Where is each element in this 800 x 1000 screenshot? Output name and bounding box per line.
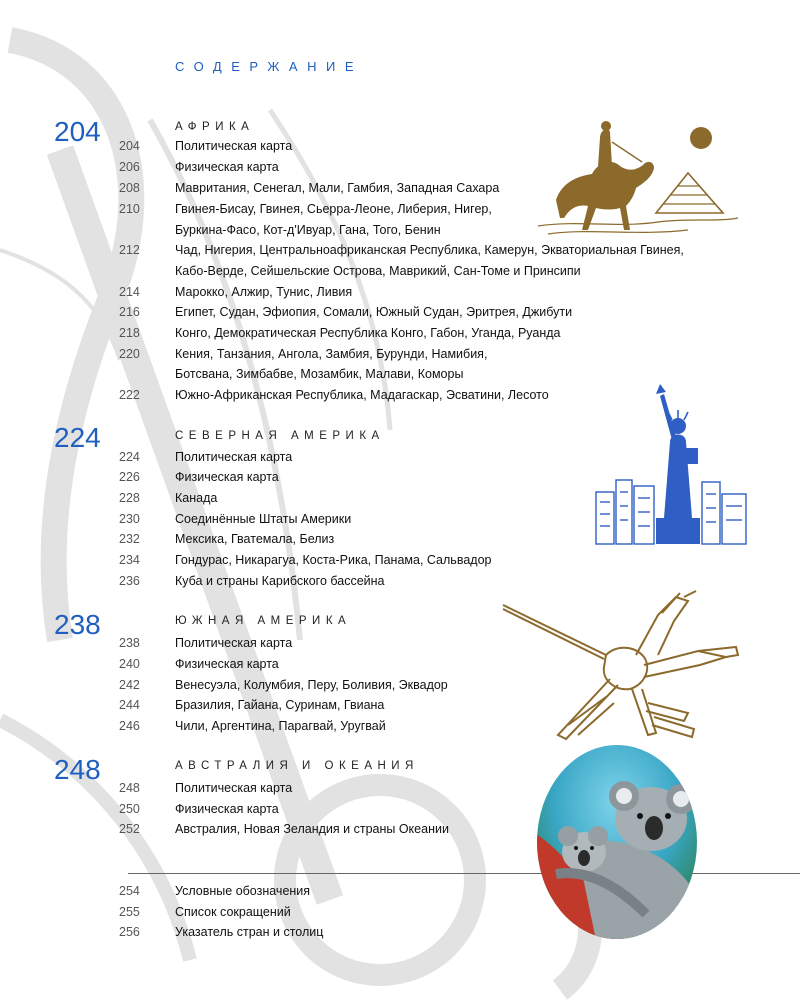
toc-entry[interactable] xyxy=(119,552,491,568)
toc-entry[interactable] xyxy=(119,180,499,196)
entry-text: Указатель стран и столиц xyxy=(175,925,324,939)
entry-text: Соединённые Штаты Америки xyxy=(175,512,352,526)
page-number: 210 xyxy=(119,202,140,216)
toc-entry[interactable] xyxy=(119,801,279,817)
entry-text: Физическая карта xyxy=(175,160,279,174)
toc-entry[interactable] xyxy=(119,511,351,527)
page-number: 206 xyxy=(119,160,140,174)
toc-entry[interactable] xyxy=(119,697,384,713)
page-number: 250 xyxy=(119,802,140,816)
section-title-north-america: СЕВЕРНАЯ АМЕРИКА xyxy=(175,430,385,442)
section-title-africa: АФРИКА xyxy=(175,121,255,133)
toc-entry[interactable] xyxy=(119,242,684,258)
page-number: 230 xyxy=(119,512,140,526)
toc-entry[interactable] xyxy=(119,387,549,403)
toc-entry[interactable] xyxy=(119,449,292,465)
toc-entry-appendix[interactable] xyxy=(119,904,291,920)
entry-text: Конго, Демократическая Республика Конго, Габон, Уганда, Руанда xyxy=(175,326,561,340)
toc-entry[interactable] xyxy=(119,469,279,485)
page-number: 216 xyxy=(119,305,140,319)
entry-text: Мавритания, Сенегал, Мали, Гамбия, Западная Сахара xyxy=(175,181,500,195)
entry-text: Кения, Танзания, Ангола, Замбия, Бурунди, Намибия, xyxy=(175,347,488,361)
toc-entry[interactable] xyxy=(119,346,487,362)
nazca-hummingbird-icon xyxy=(498,585,743,755)
entry-text: Марокко, Алжир, Тунис, Ливия xyxy=(175,285,353,299)
entry-text: Политическая карта xyxy=(175,139,293,153)
page-number: 228 xyxy=(119,491,140,505)
toc-entry[interactable] xyxy=(119,821,449,837)
toc-entry[interactable] xyxy=(119,573,385,589)
entry-text: Чад, Нигерия, Центральноафриканская Республика, Камерун, Экваториальная Гвинея, xyxy=(175,243,684,257)
page-number: 232 xyxy=(119,532,140,546)
toc-entry[interactable] xyxy=(119,635,292,651)
entry-text: Политическая карта xyxy=(175,781,293,795)
entry-text: Физическая карта xyxy=(175,657,279,671)
toc-entry[interactable] xyxy=(119,304,572,320)
page-number: 236 xyxy=(119,574,140,588)
toc-entry[interactable] xyxy=(119,490,217,506)
entry-text: Политическая карта xyxy=(175,450,293,464)
entry-text: Физическая карта xyxy=(175,802,279,816)
page-number: 212 xyxy=(119,243,140,257)
toc-entry-appendix[interactable] xyxy=(119,924,323,940)
contents-title: СОДЕРЖАНИЕ xyxy=(175,59,364,74)
page-number: 246 xyxy=(119,719,140,733)
entry-text: Мексика, Гватемала, Белиз xyxy=(175,532,335,546)
entry-text: Бразилия, Гайана, Суринам, Гвиана xyxy=(175,698,385,712)
statue-of-liberty-city-icon xyxy=(594,382,754,547)
toc-entry[interactable] xyxy=(119,284,352,300)
section-number-africa: 204 xyxy=(54,116,101,147)
toc-entry[interactable] xyxy=(119,780,292,796)
page-number: 224 xyxy=(119,450,140,464)
page-number: 218 xyxy=(119,326,140,340)
page-number: 204 xyxy=(119,139,140,153)
page-number: 238 xyxy=(119,636,140,650)
entry-text: Физическая карта xyxy=(175,470,279,484)
page-number: 256 xyxy=(119,925,140,939)
toc-entry[interactable] xyxy=(119,656,279,672)
toc-entry[interactable] xyxy=(119,201,492,217)
page-number: 254 xyxy=(119,884,140,898)
page-number: 208 xyxy=(119,181,140,195)
entry-text: Куба и страны Карибского бассейна xyxy=(175,574,385,588)
koala-photo xyxy=(536,744,698,940)
entry-text: Гондурас, Никарагуа, Коста-Рика, Панама, Сальвадор xyxy=(175,553,492,567)
camel-rider-pyramids-icon xyxy=(538,118,738,238)
entry-text: Политическая карта xyxy=(175,636,293,650)
section-number-south-america: 238 xyxy=(54,609,101,640)
section-number-north-america: 224 xyxy=(54,422,101,453)
entry-text: Гвинея-Бисау, Гвинея, Сьерра-Леоне, Либерия, Нигер, xyxy=(175,202,492,216)
page-number: 220 xyxy=(119,347,140,361)
section-number-australia-oceania: 248 xyxy=(54,754,101,785)
toc-entry[interactable] xyxy=(119,263,581,279)
page-number: 252 xyxy=(119,822,140,836)
toc-entry[interactable] xyxy=(119,531,334,547)
toc-entry-appendix[interactable] xyxy=(119,883,310,899)
page-number: 255 xyxy=(119,905,140,919)
page-number: 240 xyxy=(119,657,140,671)
page-number: 242 xyxy=(119,678,140,692)
page-number: 226 xyxy=(119,470,140,484)
toc-entry[interactable] xyxy=(119,222,441,238)
page-number: 222 xyxy=(119,388,140,402)
entry-text: Австралия, Новая Зеландия и страны Океании xyxy=(175,822,449,836)
entry-text: Южно-Африканская Республика, Мадагаскар, Эсватини, Лесото xyxy=(175,388,549,402)
entry-text: Канада xyxy=(175,491,218,505)
toc-entry[interactable] xyxy=(119,718,386,734)
divider-line xyxy=(128,873,800,874)
entry-text: Венесуэла, Колумбия, Перу, Боливия, Эквадор xyxy=(175,678,448,692)
section-title-australia-oceania: АВСТРАЛИЯ И ОКЕАНИЯ xyxy=(175,760,419,772)
entry-text: Список сокращений xyxy=(175,905,291,919)
entry-text: Кабо-Верде, Сейшельские Острова, Маврикий, Сан-Томе и Принсипи xyxy=(175,264,581,278)
section-title-south-america: ЮЖНАЯ АМЕРИКА xyxy=(175,615,352,627)
page-number: 248 xyxy=(119,781,140,795)
toc-entry[interactable] xyxy=(119,138,292,154)
entry-text: Египет, Судан, Эфиопия, Сомали, Южный Судан, Эритрея, Джибути xyxy=(175,305,573,319)
entry-text: Ботсвана, Зимбабве, Мозамбик, Малави, Коморы xyxy=(175,367,464,381)
toc-entry[interactable] xyxy=(119,159,279,175)
page-number: 234 xyxy=(119,553,140,567)
entry-text: Условные обозначения xyxy=(175,884,311,898)
page-number: 244 xyxy=(119,698,140,712)
entry-text: Буркина-Фасо, Кот-д'Ивуар, Гана, Того, Бенин xyxy=(175,223,441,237)
toc-entry[interactable] xyxy=(119,325,561,341)
toc-entry[interactable] xyxy=(119,677,448,693)
entry-text: Чили, Аргентина, Парагвай, Уругвай xyxy=(175,719,386,733)
page-number: 214 xyxy=(119,285,140,299)
toc-entry[interactable] xyxy=(119,366,463,382)
